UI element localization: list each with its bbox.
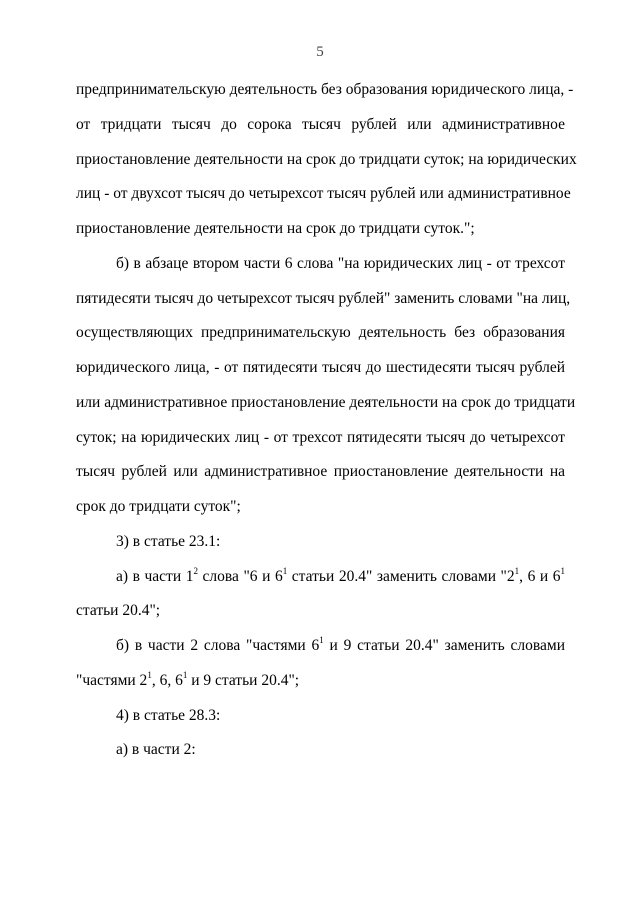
text-line [76,671,565,691]
text-segment: срок до тридцати суток"; [76,498,241,515]
text-segment: суток; на юридических лиц - от трехсот пятидесяти тысяч до четырехсот [76,429,565,446]
text-segment: , 6 и 6 [519,568,561,585]
text-segment: , 6, 6 [151,672,183,689]
text-segment: статьи 20.4"; [76,602,161,619]
text-segment: слова "6 и 6 [197,568,283,585]
text-line [116,636,565,656]
text-line [76,184,571,204]
superscript: 1 [282,565,288,576]
text-segment: или административное приостановление деятельности на срок до тридцати [76,394,576,411]
text-segment: предпринимательскую деятельность без образования юридического лица, - [76,81,574,98]
text-line [116,254,565,274]
text-segment: юридического лица, - от пятидесяти тысяч до шестидесяти тысяч рублей [76,359,565,376]
text-segment: статьи 20.4" заменить словами "2 [287,568,515,585]
text-segment: 4) в статье 28.3: [116,707,221,724]
superscript: 1 [182,669,188,680]
superscript: 1 [147,669,152,680]
text-line [116,532,565,552]
text-segment: и 9 статьи 20.4" заменить словами [323,637,565,654]
text-segment: от тридцати тысяч до сорока тысяч рублей или административное [76,116,565,133]
superscript: 1 [319,634,324,645]
text-line [76,393,576,413]
page-number: 5 [316,44,324,60]
text-line [76,80,574,100]
text-segment: а) в части 1 [116,568,194,585]
text-line [76,601,565,621]
text-line [76,219,565,239]
text-segment: и 9 статьи 20.4"; [187,672,300,689]
text-segment: б) в абзаце втором части 6 слова "на юридических лиц - от трехсот [116,255,565,272]
text-segment: 3) в статье 23.1: [116,533,221,550]
text-segment: лиц - от двухсот тысяч до четырехсот тысяч рублей или административное [76,185,571,202]
text-segment: приостановление деятельности на срок до тридцати суток; на юридических [76,151,577,168]
text-segment: а) в части 2: [116,741,196,758]
text-line [116,706,565,726]
text-line [76,323,565,343]
text-segment: приостановление деятельности на срок до тридцати суток."; [76,220,475,237]
text-line [76,289,571,309]
superscript: 1 [560,565,566,576]
text-line [76,150,577,170]
text-segment: тысяч рублей или административное приостановление деятельности на [76,463,565,480]
text-segment: осуществляющих предпринимательскую деятельность без образования [76,324,565,341]
text-line [76,462,565,482]
text-line [76,358,565,378]
text-segment: пятидесяти тысяч до четырехсот тысяч рублей" заменить словами "на лиц, [76,290,571,307]
superscript: 1 [514,565,520,576]
superscript: 2 [193,565,198,576]
text-line [76,497,565,517]
text-segment: б) в части 2 слова "частями 6 [116,637,320,654]
text-segment: "частями 2 [76,672,148,689]
text-line [76,115,565,135]
text-line [116,567,565,587]
text-line [116,740,565,760]
text-line [76,428,565,448]
